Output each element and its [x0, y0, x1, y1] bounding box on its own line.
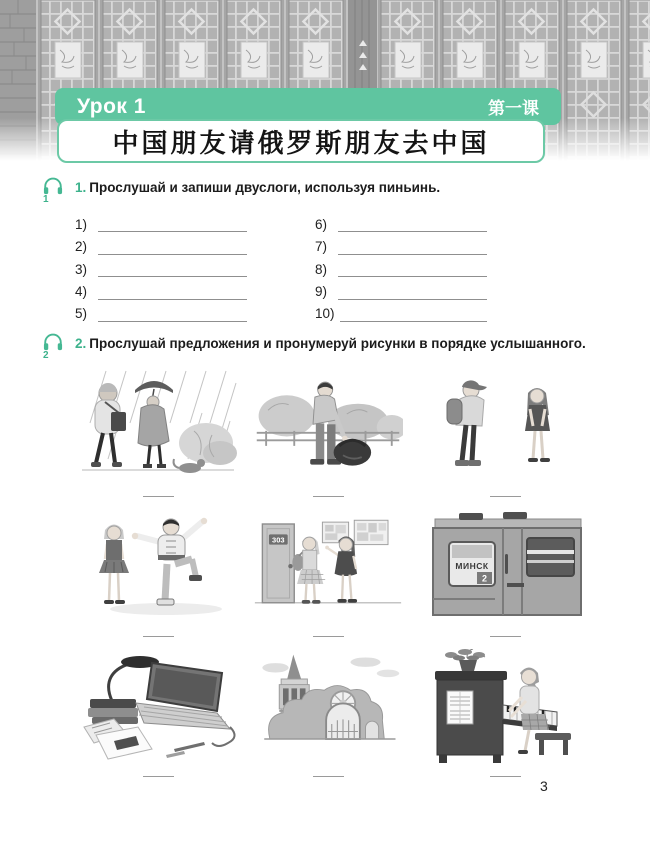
train-illustration — [412, 509, 598, 629]
blank-row — [315, 232, 487, 254]
exercise1-instruction — [75, 176, 440, 197]
headphones-icon — [42, 332, 64, 351]
train-car-number: 2 — [481, 573, 488, 584]
door-number-text: 303 — [272, 535, 285, 545]
blank-row — [75, 255, 247, 277]
pinyin-answer-line[interactable] — [98, 242, 247, 255]
exercise2-instruction — [75, 332, 586, 353]
blank-number: 6) — [315, 216, 328, 232]
picture-answer-line[interactable] — [143, 496, 174, 497]
blank-number: 8) — [315, 261, 328, 277]
tai-chi-illustration — [76, 509, 240, 629]
picture-cathedral — [253, 649, 403, 778]
blank-row — [315, 210, 487, 232]
blank-number: 4) — [75, 284, 88, 300]
man-bag-illustration — [253, 369, 403, 489]
blank-number: 3) — [75, 261, 88, 277]
audio-track-1-button[interactable] — [40, 176, 66, 205]
pinyin-answer-line[interactable] — [338, 264, 487, 277]
audio-track-number: 2 — [43, 349, 49, 361]
pictures-row-2 — [76, 509, 638, 638]
picture-walking-in-rain — [76, 369, 240, 498]
exercise2-text: Прослушай предложения и пронумеруй рисунки в порядке услышанного. — [89, 335, 586, 351]
picture-answer-line[interactable] — [143, 636, 174, 637]
audio-track-number: 1 — [43, 194, 49, 205]
rain-walk-illustration — [76, 369, 240, 489]
blank-row — [75, 277, 247, 299]
picture-tai-chi — [76, 509, 240, 638]
pinyin-answer-line[interactable] — [338, 242, 487, 255]
picture-answer-line[interactable] — [490, 636, 521, 637]
blank-row — [75, 210, 247, 232]
picture-girls-near-classroom — [253, 509, 403, 638]
page-number: 3 — [540, 778, 548, 794]
blank-number: 1) — [75, 216, 88, 232]
blank-row — [75, 300, 247, 322]
picture-boy-greeting-girl — [412, 369, 598, 498]
exercise2-header — [40, 332, 620, 361]
exercise1-blanks — [75, 210, 650, 322]
lesson-label-chinese: 第一课 — [488, 99, 539, 118]
pinyin-answer-line[interactable] — [98, 287, 247, 300]
blank-number: 2) — [75, 239, 88, 255]
picture-desk-with-laptop — [76, 649, 240, 778]
exercise1-number: 1. — [75, 180, 87, 195]
picture-girl-playing-piano — [412, 649, 598, 778]
boy-girl-illustration — [412, 369, 598, 489]
audio-track-2-button[interactable] — [40, 332, 66, 361]
pinyin-answer-line[interactable] — [98, 264, 247, 277]
pinyin-answer-line[interactable] — [338, 219, 487, 232]
blank-row — [315, 277, 487, 299]
blanks-right-column — [315, 210, 487, 322]
picture-answer-line[interactable] — [490, 496, 521, 497]
lesson-title-box — [57, 119, 545, 163]
blank-number: 10) — [315, 306, 335, 322]
blank-number: 5) — [75, 306, 88, 322]
picture-answer-line[interactable] — [313, 776, 344, 777]
blank-number: 7) — [315, 239, 328, 255]
page-content — [0, 176, 650, 789]
pictures-row-3 — [76, 649, 638, 778]
blank-number: 9) — [315, 284, 328, 300]
picture-answer-line[interactable] — [313, 496, 344, 497]
pinyin-answer-line[interactable] — [340, 309, 487, 322]
picture-answer-line[interactable] — [143, 776, 174, 777]
pictures-row-1 — [76, 369, 638, 498]
blank-row — [315, 300, 487, 322]
picture-answer-line[interactable] — [313, 636, 344, 637]
desk-illustration — [76, 649, 240, 769]
blank-row — [75, 232, 247, 254]
exercise1-header — [40, 176, 620, 205]
pinyin-answer-line[interactable] — [338, 287, 487, 300]
headphones-icon — [42, 176, 64, 195]
picture-answer-line[interactable] — [490, 776, 521, 777]
piano-illustration — [412, 649, 598, 769]
picture-train-car — [412, 509, 598, 638]
cathedral-illustration — [253, 649, 403, 769]
picture-man-picking-up-bag — [253, 369, 403, 498]
pictures-grid — [76, 369, 638, 778]
exercise2-number: 2. — [75, 335, 87, 351]
pinyin-answer-line[interactable] — [98, 309, 247, 322]
lesson-title-chinese: 中国朋友请俄罗斯朋友去中国 — [112, 128, 490, 158]
blanks-left-column — [75, 210, 247, 322]
pinyin-answer-line[interactable] — [98, 219, 247, 232]
blank-row — [315, 255, 487, 277]
corridor-illustration — [253, 509, 403, 629]
lesson-label: Урок 1 — [77, 94, 146, 118]
exercise1-text: Прослушай и запиши двуслоги, используя пиньинь. — [89, 180, 441, 195]
train-destination-sign: МИНСК — [455, 560, 489, 571]
